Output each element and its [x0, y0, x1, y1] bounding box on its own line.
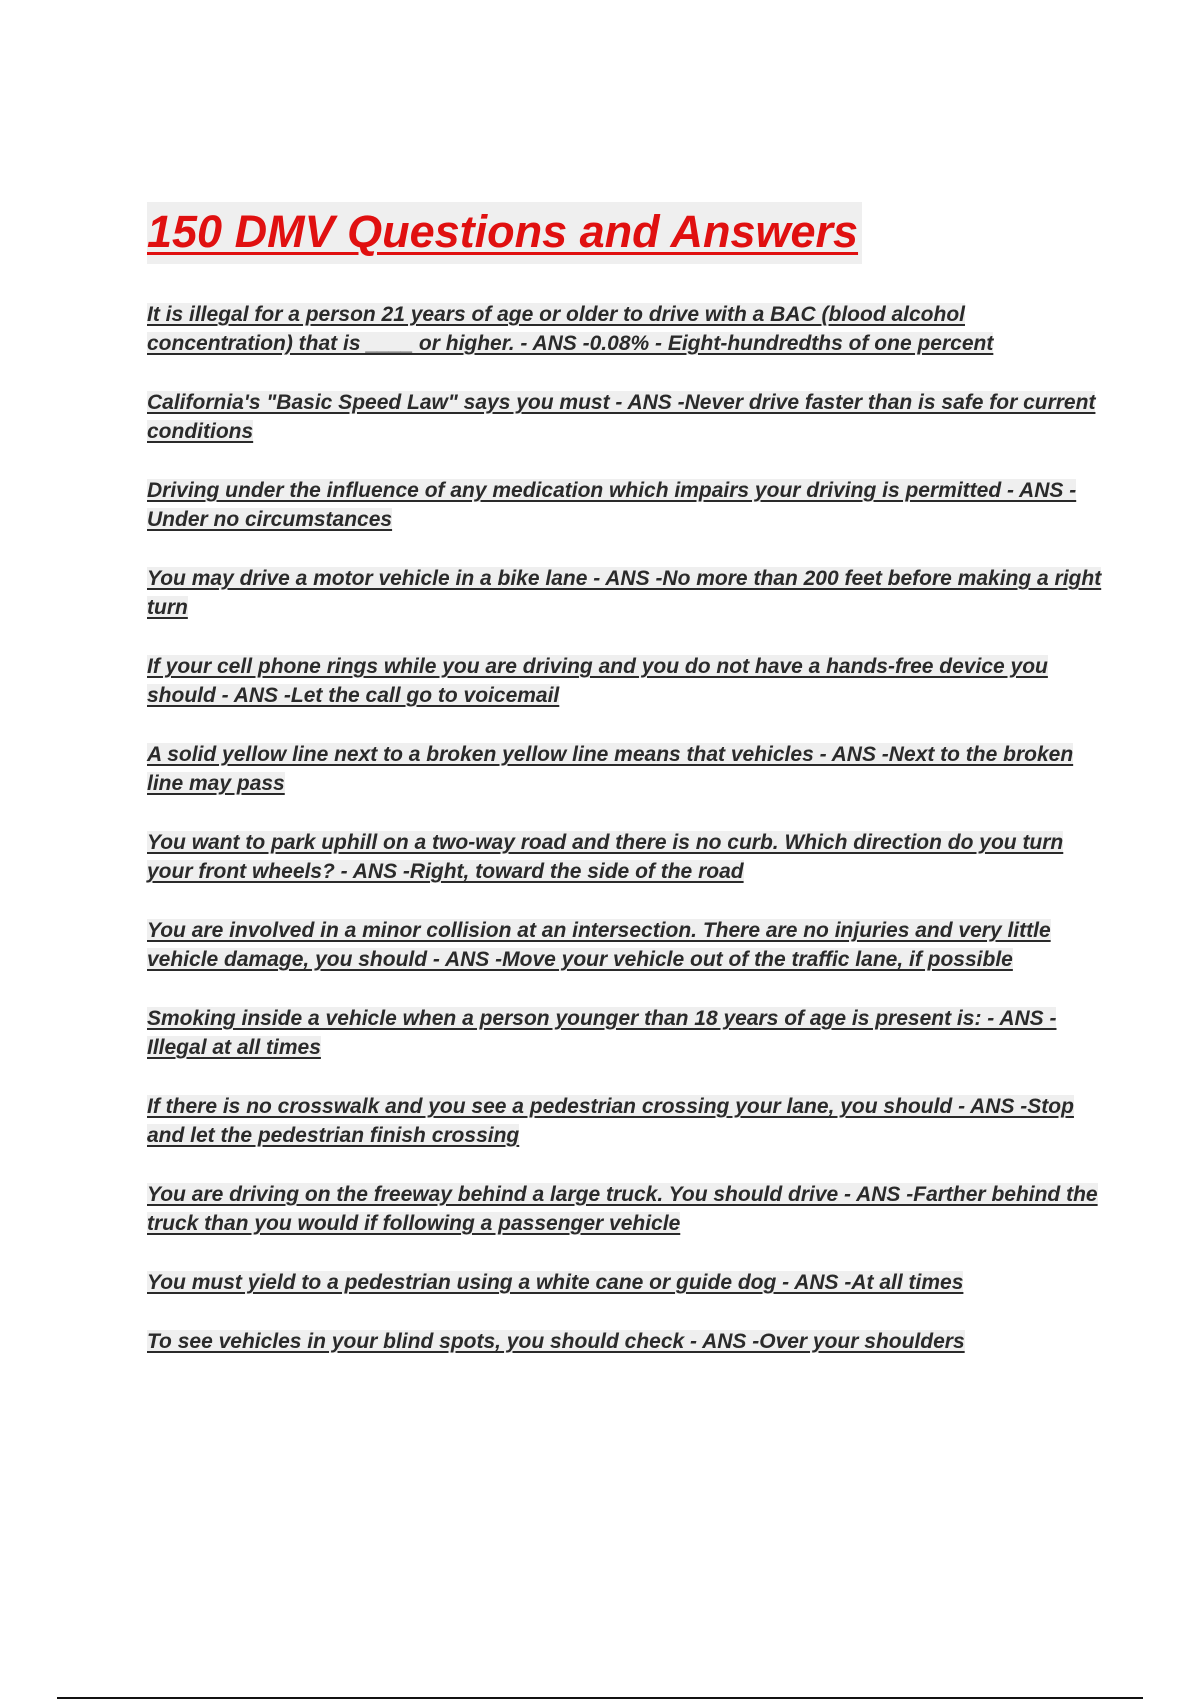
- qa-item: [147, 740, 1107, 798]
- qa-text: You are driving on the freeway behind a large truck. You should drive - ANS -Farther behind the truck than you would if following a passenger vehicle: [147, 1183, 1098, 1235]
- qa-text: If there is no crosswalk and you see a pedestrian crossing your lane, you should - ANS -Stop and let the pedestrian finish crossing: [147, 1095, 1074, 1147]
- qa-text: You must yield to a pedestrian using a white cane or guide dog - ANS -At all times: [147, 1271, 964, 1294]
- qa-text: To see vehicles in your blind spots, you should check - ANS -Over your shoulders: [147, 1330, 965, 1353]
- qa-text: Driving under the influence of any medication which impairs your driving is permitted - ANS -Under no circumstances: [147, 479, 1077, 531]
- qa-item: [147, 1004, 1107, 1062]
- qa-item: [147, 916, 1107, 974]
- qa-text: You want to park uphill on a two-way road and there is no curb. Which direction do you turn your front wheels? - ANS -Right, toward the side of the road: [147, 831, 1064, 883]
- qa-item: [147, 476, 1107, 534]
- qa-item: [147, 828, 1107, 886]
- qa-text: It is illegal for a person 21 years of age or older to drive with a BAC (blood alcohol concentration) that is ____ or higher. - ANS -0.08% - Eight-hundredths of one percent: [147, 303, 994, 355]
- qa-item: [147, 652, 1107, 710]
- qa-list: [147, 300, 1107, 1386]
- footer-rule: [57, 1697, 1143, 1699]
- qa-item: [147, 1268, 1107, 1297]
- qa-item: [147, 300, 1107, 358]
- qa-item: [147, 1327, 1107, 1356]
- qa-text: A solid yellow line next to a broken yellow line means that vehicles - ANS -Next to the broken line may pass: [147, 743, 1074, 795]
- qa-item: [147, 388, 1107, 446]
- qa-item: [147, 1092, 1107, 1150]
- qa-text: Smoking inside a vehicle when a person younger than 18 years of age is present is: - ANS -Illegal at all times: [147, 1007, 1057, 1059]
- qa-item: [147, 1180, 1107, 1238]
- qa-item: [147, 564, 1107, 622]
- qa-text: If your cell phone rings while you are driving and you do not have a hands-free device you should - ANS -Let the call go to voicemail: [147, 655, 1048, 707]
- qa-text: You are involved in a minor collision at an intersection. There are no injuries and very little vehicle damage, you should - ANS -Move your vehicle out of the traffic lane, if possible: [147, 919, 1051, 971]
- qa-text: You may drive a motor vehicle in a bike lane - ANS -No more than 200 feet before making a right turn: [147, 567, 1102, 619]
- page-title: 150 DMV Questions and Answers: [147, 202, 862, 264]
- qa-text: California's "Basic Speed Law" says you must - ANS -Never drive faster than is safe for current conditions: [147, 391, 1096, 443]
